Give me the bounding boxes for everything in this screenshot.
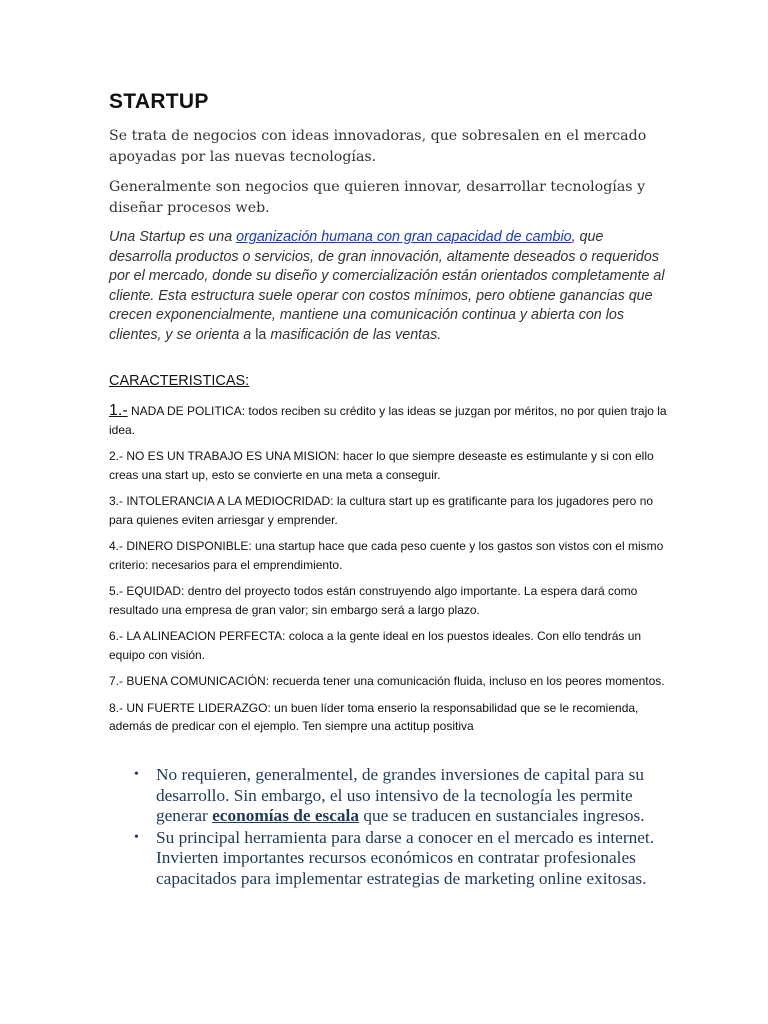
list-item — [109, 672, 669, 691]
item-number: 7.- — [109, 674, 124, 688]
item-number: 3.- — [109, 494, 124, 508]
bullet-text-after: que se traducen en sustanciales ingresos. — [359, 806, 645, 825]
definition-text-end: masificación de las ventas. — [266, 326, 442, 343]
bullet-text-before: No requieren, generalmentel, de grandes inversiones de capital para su desarrollo. Sin embargo, el uso intensivo de la tecnología les permite generar — [156, 765, 644, 825]
item-number: 4.- — [109, 539, 124, 553]
item-text: BUENA COMUNICACIÓN: recuerda tener una comunicación fluida, incluso en los peores momentos. — [123, 674, 665, 688]
item-number: 5.- — [109, 584, 124, 598]
item-text: INTOLERANCIA A LA MEDIOCRIDAD: la cultura start up es gratificante para los jugadores pero no para quienes eviten arriesgar y emprender. — [109, 494, 654, 527]
definition-text-before: Una Startup es una — [109, 229, 237, 245]
definition-text-after: , que desarrolla productos o servicios, de gran innovación, altamente deseados o requeridos por el mercado, donde su diseño y comercialización están orientados completamente al cliente. Esta estructura suele operar con costos mínimos, pero obtiene ganancias que crecen exponencialmente, mantiene una comunicación continua y abierta con los clientes, y se orienta a — [109, 229, 665, 343]
item-number: 6.- — [109, 629, 124, 643]
bullet-text-before: Su principal herramienta para darse a conocer en el mercado es internet. Invierten importantes recursos económicos en contratar profesionales capacitados para implementar estrategias de marketing online exitosas. — [156, 827, 655, 888]
definition-link[interactable]: organización humana con gran capacidad de cambio — [236, 229, 572, 245]
list-item — [109, 582, 669, 619]
list-item — [109, 492, 669, 529]
list-item — [109, 699, 669, 736]
item-number: 8.- — [109, 700, 124, 715]
item-number: 2.- — [109, 449, 124, 463]
list-item — [109, 627, 669, 664]
section-heading: CARACTERISTICAS: — [109, 373, 250, 389]
intro-paragraph-2: Generalmente son negocios que quieren innovar, desarrollar tecnologías y diseñar procesos web. — [109, 179, 646, 216]
list-item — [109, 537, 669, 574]
item-text: DINERO DISPONIBLE: una startup hace que cada peso cuente y los gastos son vistos con el mismo criterio: necesarios para el emprendimiento. — [109, 539, 664, 572]
document-page — [109, 90, 669, 744]
item-number: 1.- — [109, 402, 128, 419]
bullet-item — [134, 765, 674, 827]
bullet-list — [134, 765, 674, 890]
characteristics-list — [109, 402, 669, 736]
item-text: UN FUERTE LIDERAZGO: un buen líder toma enserio la responsabilidad que se le recomienda, además de predicar con el ejemplo. Ten siempre una actitup positiva — [109, 700, 639, 733]
item-text: NADA DE POLITICA: todos reciben su crédito y las ideas se juzgan por méritos, no por quien trajo la idea. — [109, 404, 667, 437]
list-item — [109, 447, 669, 484]
bullet-item — [134, 828, 674, 890]
definition-text-upright: la — [255, 326, 267, 343]
bullet-dot-icon: • — [134, 767, 139, 782]
bullet-text-bold: economías de escala — [212, 806, 359, 825]
item-text: NO ES UN TRABAJO ES UNA MISION: hacer lo que siempre deseaste es estimulante y si con ello creas una start up, esto se convierte en una meta a conseguir. — [109, 449, 654, 482]
definition-paragraph — [109, 228, 669, 345]
bullet-dot-icon: • — [134, 829, 139, 845]
item-text: LA ALINEACION PERFECTA: coloca a la gente ideal en los puestos ideales. Con ello tendrás un equipo con visión. — [109, 629, 642, 662]
item-text: EQUIDAD: dentro del proyecto todos están construyendo algo importante. La espera dará como resultado una empresa de gran valor; sin embargo será a largo plazo. — [109, 584, 638, 617]
intro-paragraph-1: Se trata de negocios con ideas innovadoras, que sobresalen en el mercado apoyadas por las nuevas tecnologías. — [109, 128, 647, 165]
page-title: STARTUP — [109, 90, 209, 113]
list-item — [109, 402, 669, 439]
